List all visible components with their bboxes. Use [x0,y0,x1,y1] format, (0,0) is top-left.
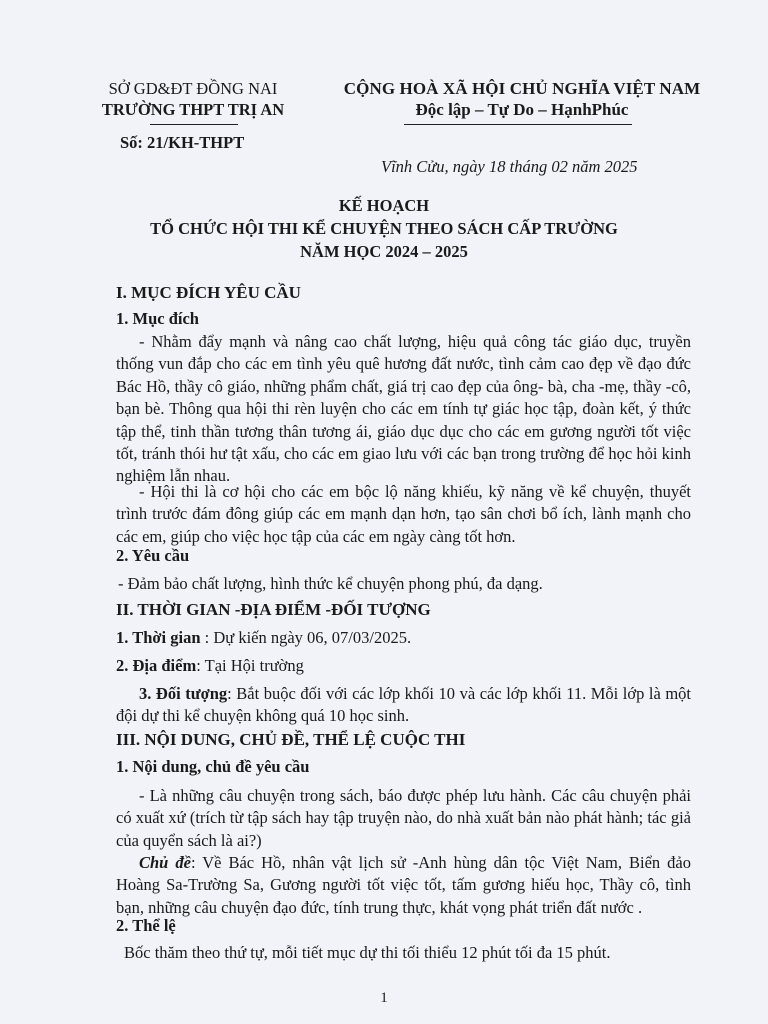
place-label: 2. Địa điểm [116,656,197,675]
theme-value: : Về Bác Hồ, nhân vật lịch sử -Anh hùng dân tộc Việt Nam, Biển đảo Hoàng Sa-Trường Sa, Gương người tốt việc tốt, tấm gương hiếu học, Thầy cô, tình bạn, những câu chuyện đạo đức, tính trung thực, khát vọng phát triển đất nước . [116,853,691,917]
section-1-1-paragraph-2 [116,481,691,548]
paragraph-text: - Nhằm đẩy mạnh và nâng cao chất lượng, hiệu quả công tác giáo dục, truyền thống vun đắp cho các em tình yêu quê hương đất nước, tình cảm cao đẹp về đạo đức Bác Hồ, thầy cô giáo, những phẩm chất, giá trị cao đẹp của ông- bà, cha -mẹ, thầy -cô, bạn bè. Thông qua hội thi rèn luyện cho các em tính tự giác học tập, đoàn kết, ý thức tập thể, tinh thần tương thân tương ái, giáo dục dục cho các em gương người tốt việc tốt, tránh thói hư tật xấu, cho các em giao lưu với các bạn trong trường để học hỏi kinh nghiệm lẫn nhau. [116,332,691,486]
place-value: : Tại Hội trường [196,656,304,675]
section-1-2-heading: 2. Yêu cầu [116,546,190,565]
header-left-underline [150,124,238,125]
time-label: 1. Thời gian [116,628,201,647]
date-line: Vĩnh Cửu, ngày 18 tháng 02 năm 2025 [381,157,638,176]
country-name: CỘNG HOÀ XÃ HỘI CHỦ NGHĨA VIỆT NAM [343,79,701,98]
place-line [116,656,304,676]
section-2-heading: II. THỜI GIAN -ĐỊA ĐIỂM -ĐỐI TƯỢNG [116,600,431,619]
page-number: 1 [380,990,388,1006]
section-3-1-heading: 1. Nội dung, chủ đề yêu cầu [116,757,310,776]
national-motto [322,78,722,120]
header-right-underline [404,124,632,125]
document-number: Số: 21/KH-THPT [120,133,245,152]
target-value: : Bắt buộc đối với các lớp khối 10 và các lớp khối 11. Mỗi lớp là một đội dự thi kể chuyện không quá 10 học sinh. [116,684,691,726]
section-1-1-paragraph-1 [116,331,691,488]
theme-label: Chủ đề [139,853,191,872]
document-subtitle: TỔ CHỨC HỘI THI KỂ CHUYỆN THEO SÁCH CẤP TRƯỜNG [150,219,618,238]
time-line [116,628,411,648]
paragraph-text [116,683,691,728]
time-value: : Dự kiến ngày 06, 07/03/2025. [200,628,412,647]
school-year: NĂM HỌC 2024 – 2025 [300,242,468,261]
section-1-2-paragraph: - Đảm bảo chất lượng, hình thức kể chuyện phong phú, đa dạng. [118,574,543,593]
section-3-2-heading: 2. Thể lệ [116,916,176,935]
section-3-2-paragraph: Bốc thăm theo thứ tự, mỗi tiết mục dự thi tối thiểu 12 phút tối đa 15 phút. [124,943,611,962]
section-3-heading: III. NỘI DUNG, CHỦ ĐỀ, THỂ LỆ CUỘC THI [116,730,466,749]
paragraph-text [116,852,691,919]
target-paragraph [116,683,691,728]
department-name: SỞ GD&ĐT ĐỒNG NAI [108,79,278,98]
target-label: 3. Đối tượng [139,684,228,703]
paragraph-text: - Là những câu chuyện trong sách, báo được phép lưu hành. Các câu chuyện phải có xuất xứ (trích từ tập sách hay tập truyện nào, do nhà xuất bản nào phát hành; tác giả của quyển sách là ai?) [116,786,691,850]
school-name: TRƯỜNG THPT TRỊ AN [101,100,285,119]
document-title: KẾ HOẠCH [338,196,430,215]
section-1-1-heading: 1. Mục đích [116,309,199,328]
section-1-heading: I. MỤC ĐÍCH YÊU CẦU [116,283,301,302]
section-3-1-paragraph [116,785,691,852]
paragraph-text: - Hội thi là cơ hội cho các em bộc lộ năng khiếu, kỹ năng về kể chuyện, thuyết trình trước đám đông giúp các em mạnh dạn hơn, tạo sân chơi bổ ích, lành mạnh cho các em, giúp cho việc học tập của các em ngày càng tốt hơn. [116,482,691,546]
issuing-authority [68,78,318,120]
motto: Độc lập – Tự Do – HạnhPhúc [415,100,629,119]
theme-paragraph [116,852,691,919]
